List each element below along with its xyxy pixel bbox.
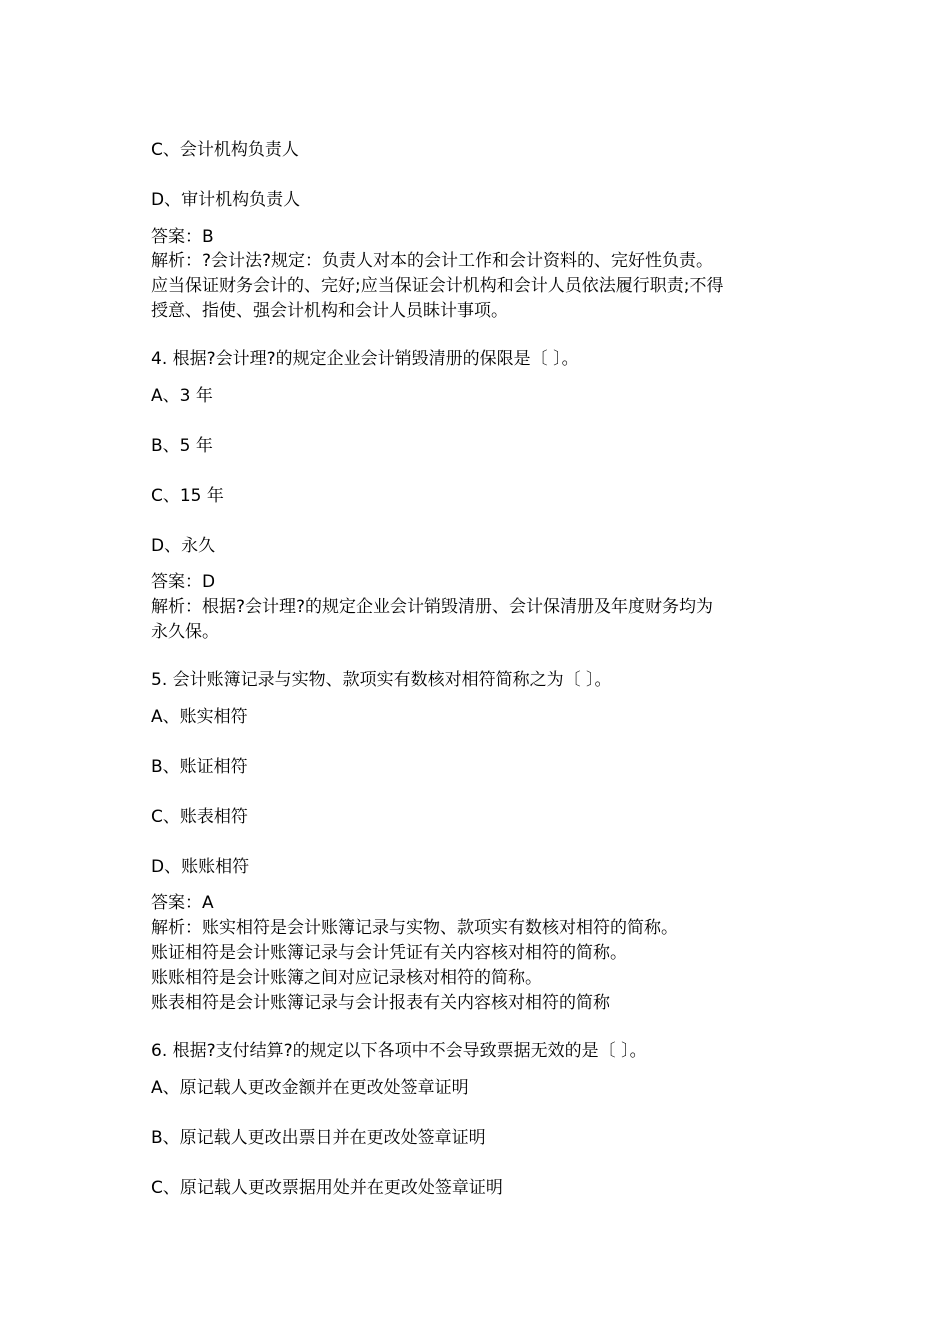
q5-explanation-line: 解析：账实相符是会计账簿记录与实物、款项实有数核对相符的简称。 bbox=[151, 918, 678, 938]
q5-option-c: C、账表相符 bbox=[151, 807, 248, 827]
q5-explanation-line: 账证相符是会计账簿记录与会计凭证有关内容核对相符的简称。 bbox=[151, 943, 627, 963]
q4-explanation-line: 解析：根据?会计理?的规定企业会计销毁清册、会计保清册及年度财务均为 bbox=[151, 597, 714, 617]
q3-explanation-line: 应当保证财务会计的、完好;应当保证会计机构和会计人员依法履行职责;不得 bbox=[151, 276, 724, 296]
q6-option-b: B、原记载人更改出票日并在更改处签章证明 bbox=[151, 1128, 486, 1148]
q4-option-d: D、永久 bbox=[151, 536, 216, 556]
q5-option-b: B、账证相符 bbox=[151, 757, 248, 777]
q5-question: 5. 会计账簿记录与实物、款项实有数核对相符简称之为〔 〕。 bbox=[151, 670, 612, 690]
q6-option-c: C、原记载人更改票据用处并在更改处签章证明 bbox=[151, 1178, 503, 1198]
q4-answer: 答案：D bbox=[151, 572, 216, 592]
q4-explanation-line: 永久保。 bbox=[151, 622, 219, 642]
q4-option-a: A、3 年 bbox=[151, 386, 213, 406]
q5-explanation-line: 账表相符是会计账簿记录与会计报表有关内容核对相符的简称 bbox=[151, 993, 610, 1013]
q3-answer: 答案：B bbox=[151, 227, 214, 247]
q5-answer: 答案：A bbox=[151, 893, 214, 913]
q3-explanation-line: 解析：?会计法?规定：负责人对本的会计工作和会计资料的、完好性负责。 bbox=[151, 251, 714, 271]
q4-option-b: B、5 年 bbox=[151, 436, 213, 456]
q3-option-d: D、审计机构负责人 bbox=[151, 190, 301, 210]
q6-question: 6. 根据?支付结算?的规定以下各项中不会导致票据无效的是〔 〕。 bbox=[151, 1041, 647, 1061]
q5-option-d: D、账账相符 bbox=[151, 857, 250, 877]
q3-explanation-line: 授意、指使、强会计机构和会计人员眛计事项。 bbox=[151, 301, 508, 321]
q5-option-a: A、账实相符 bbox=[151, 707, 248, 727]
q4-option-c: C、15 年 bbox=[151, 486, 224, 506]
q3-option-c: C、会计机构负责人 bbox=[151, 140, 299, 160]
q5-explanation-line: 账账相符是会计账簿之间对应记录核对相符的简称。 bbox=[151, 968, 542, 988]
q6-option-a: A、原记载人更改金额并在更改处签章证明 bbox=[151, 1078, 469, 1098]
q4-question: 4. 根据?会计理?的规定企业会计销毁清册的保限是〔 〕。 bbox=[151, 349, 579, 369]
